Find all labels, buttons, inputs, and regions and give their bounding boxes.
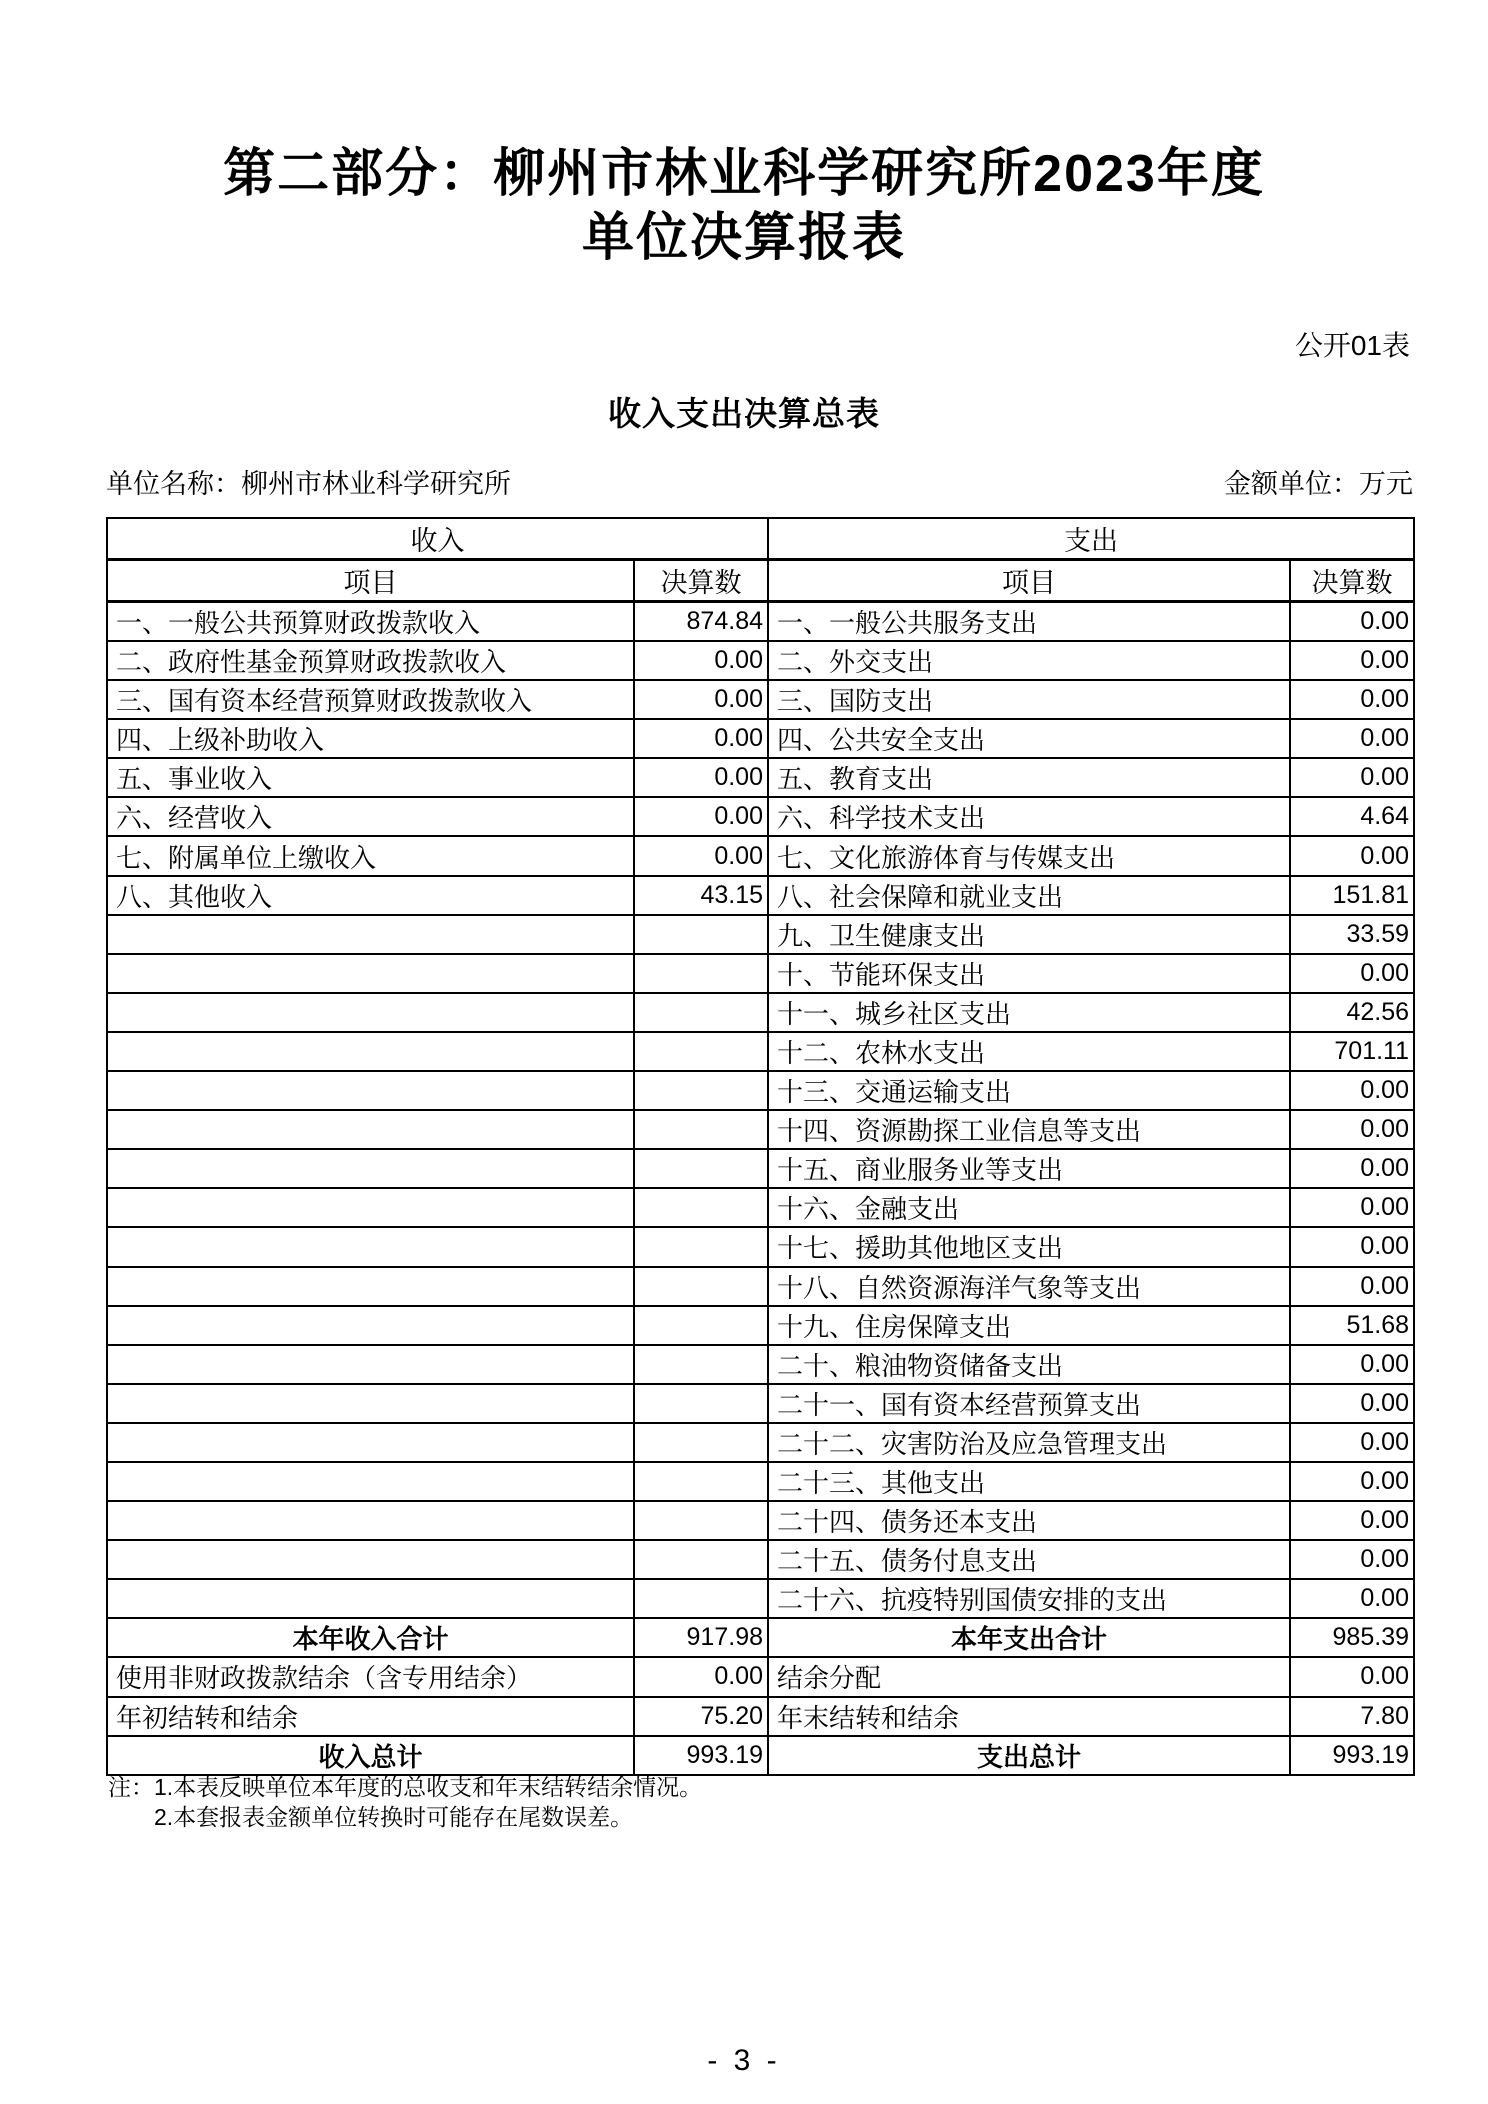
expense-amount-cell: 0.00 <box>1290 1657 1414 1696</box>
expense-amount-cell: 33.59 <box>1290 915 1414 954</box>
page-number: - 3 - <box>707 2044 781 2077</box>
income-item-cell <box>107 1267 634 1306</box>
table-row <box>107 915 1414 954</box>
section-header-row <box>107 518 1414 560</box>
table-title: 收入支出决算总表 <box>608 395 880 432</box>
expense-item-cell: 支出总计 <box>768 1736 1290 1775</box>
income-amount-cell: 43.15 <box>634 876 768 915</box>
table-row <box>107 1501 1414 1540</box>
table-row <box>107 641 1414 680</box>
expense-item-cell: 四、公共安全支出 <box>768 719 1290 758</box>
table-row <box>107 1657 1414 1696</box>
income-item-cell: 八、其他收入 <box>107 876 634 915</box>
income-item-cell <box>107 1540 634 1579</box>
expense-amount-cell: 0.00 <box>1290 1188 1414 1227</box>
table-row <box>107 993 1414 1032</box>
income-item-cell <box>107 993 634 1032</box>
expense-amount-cell: 0.00 <box>1290 954 1414 993</box>
expense-amount-cell: 151.81 <box>1290 876 1414 915</box>
expense-amount-cell: 51.68 <box>1290 1306 1414 1345</box>
expense-item-cell: 十七、援助其他地区支出 <box>768 1227 1290 1266</box>
expense-amount-cell: 985.39 <box>1290 1618 1414 1657</box>
expense-amount-cell: 0.00 <box>1290 1423 1414 1462</box>
table-row <box>107 1032 1414 1071</box>
income-amount-cell <box>634 1579 768 1618</box>
table-row <box>107 1345 1414 1384</box>
table-row <box>107 1306 1414 1345</box>
expense-item-cell: 二十三、其他支出 <box>768 1462 1290 1501</box>
expense-item-cell: 结余分配 <box>768 1657 1290 1696</box>
expense-item-cell: 十五、商业服务业等支出 <box>768 1149 1290 1188</box>
expense-item-cell: 十三、交通运输支出 <box>768 1071 1290 1110</box>
expense-amount-cell: 0.00 <box>1290 1110 1414 1149</box>
expense-item-cell: 十八、自然资源海洋气象等支出 <box>768 1267 1290 1306</box>
expense-item-cell: 七、文化旅游体育与传媒支出 <box>768 836 1290 875</box>
expense-amount-cell: 0.00 <box>1290 1267 1414 1306</box>
expense-amount-cell: 7.80 <box>1290 1697 1414 1736</box>
income-amount-cell: 993.19 <box>634 1736 768 1775</box>
income-amount-cell <box>634 1462 768 1501</box>
expense-amount-cell: 0.00 <box>1290 680 1414 719</box>
expense-item-cell: 二十五、债务付息支出 <box>768 1540 1290 1579</box>
income-item-cell <box>107 1384 634 1423</box>
table-row <box>107 1110 1414 1149</box>
income-amount-cell: 0.00 <box>634 719 768 758</box>
expense-item-cell: 八、社会保障和就业支出 <box>768 876 1290 915</box>
expense-item-cell: 二十一、国有资本经营预算支出 <box>768 1384 1290 1423</box>
income-item-cell <box>107 1149 634 1188</box>
income-item-cell <box>107 1188 634 1227</box>
expense-item-cell: 年末结转和结余 <box>768 1697 1290 1736</box>
income-item-cell <box>107 1579 634 1618</box>
expense-item-cell: 三、国防支出 <box>768 680 1290 719</box>
expense-amount-cell: 0.00 <box>1290 1462 1414 1501</box>
expense-amount-cell: 701.11 <box>1290 1032 1414 1071</box>
table-row <box>107 836 1414 875</box>
table-row <box>107 719 1414 758</box>
table-row <box>107 797 1414 836</box>
income-amount-cell <box>634 1384 768 1423</box>
income-item-cell: 七、附属单位上缴收入 <box>107 836 634 875</box>
note-line-2: 2.本套报表金额单位转换时可能存在尾数误差。 <box>154 1804 634 1830</box>
expense-item-cell: 二十二、灾害防治及应急管理支出 <box>768 1423 1290 1462</box>
income-item-cell: 三、国有资本经营预算财政拨款收入 <box>107 680 634 719</box>
income-amount-cell <box>634 1227 768 1266</box>
table-meta-row <box>106 462 1413 501</box>
table-row <box>107 680 1414 719</box>
expense-item-cell: 十、节能环保支出 <box>768 954 1290 993</box>
document-title-line2: 单位决算报表 <box>581 209 906 267</box>
expense-amount-cell: 0.00 <box>1290 1227 1414 1266</box>
expense-amount-cell: 0.00 <box>1290 719 1414 758</box>
income-amount-cell: 0.00 <box>634 758 768 797</box>
unit-name-label: 单位名称：柳州市林业科学研究所 <box>106 469 511 499</box>
income-amount-cell <box>634 1501 768 1540</box>
table-row <box>107 1697 1414 1736</box>
form-code-label: 公开01表 <box>1294 330 1410 361</box>
document-title <box>0 142 1488 270</box>
income-item-cell <box>107 954 634 993</box>
income-item-cell <box>107 915 634 954</box>
expense-section-header: 支出 <box>768 518 1414 560</box>
expense-item-cell: 十一、城乡社区支出 <box>768 993 1290 1032</box>
table-row <box>107 1384 1414 1423</box>
table-row <box>107 1071 1414 1110</box>
expense-amount-cell: 0.00 <box>1290 758 1414 797</box>
expense-amount-cell: 0.00 <box>1290 1071 1414 1110</box>
income-amount-cell <box>634 954 768 993</box>
income-amount-cell <box>634 1110 768 1149</box>
table-notes <box>108 1772 702 1832</box>
expense-amount-cell: 0.00 <box>1290 1540 1414 1579</box>
expense-amount-cell: 0.00 <box>1290 641 1414 680</box>
income-item-cell <box>107 1423 634 1462</box>
expense-item-cell: 一、一般公共服务支出 <box>768 602 1290 642</box>
income-amount-cell: 0.00 <box>634 641 768 680</box>
income-amount-cell: 874.84 <box>634 602 768 642</box>
income-amount-cell <box>634 1306 768 1345</box>
note-line-1: 注：1.本表反映单位本年度的总收支和年末结转结余情况。 <box>108 1774 703 1800</box>
table-row <box>107 1227 1414 1266</box>
income-item-cell <box>107 1501 634 1540</box>
amount-unit-label: 金额单位：万元 <box>1224 469 1413 499</box>
income-item-cell: 使用非财政拨款结余（含专用结余） <box>107 1657 634 1696</box>
expense-item-cell: 十二、农林水支出 <box>768 1032 1290 1071</box>
income-amount-cell: 917.98 <box>634 1618 768 1657</box>
income-amount-cell <box>634 1423 768 1462</box>
income-item-cell: 本年收入合计 <box>107 1618 634 1657</box>
expense-amount-cell: 0.00 <box>1290 836 1414 875</box>
income-amount-cell: 0.00 <box>634 680 768 719</box>
document-title-line1: 第二部分：柳州市林业科学研究所2023年度 <box>223 145 1265 203</box>
expense-amount-cell: 0.00 <box>1290 602 1414 642</box>
income-amount-cell <box>634 1345 768 1384</box>
expense-item-cell: 六、科学技术支出 <box>768 797 1290 836</box>
expense-item-cell: 十四、资源勘探工业信息等支出 <box>768 1110 1290 1149</box>
income-item-cell: 年初结转和结余 <box>107 1697 634 1736</box>
income-amount-cell <box>634 915 768 954</box>
table-row <box>107 602 1414 642</box>
income-expense-summary-table <box>106 517 1415 1776</box>
expense-amount-cell: 0.00 <box>1290 1384 1414 1423</box>
expense-amount-cell: 993.19 <box>1290 1736 1414 1775</box>
table-row <box>107 876 1414 915</box>
table-row <box>107 1149 1414 1188</box>
income-item-cell <box>107 1110 634 1149</box>
income-item-cell: 收入总计 <box>107 1736 634 1775</box>
expense-amount-cell: 0.00 <box>1290 1501 1414 1540</box>
income-item-column-header: 项目 <box>107 560 634 602</box>
income-item-cell <box>107 1306 634 1345</box>
table-row <box>107 1579 1414 1618</box>
table-row <box>107 1267 1414 1306</box>
expense-item-column-header: 项目 <box>768 560 1290 602</box>
income-amount-cell <box>634 1032 768 1071</box>
income-amount-cell <box>634 1149 768 1188</box>
expense-item-cell: 本年支出合计 <box>768 1618 1290 1657</box>
income-item-cell: 六、经营收入 <box>107 797 634 836</box>
income-amount-cell: 0.00 <box>634 797 768 836</box>
expense-item-cell: 十六、金融支出 <box>768 1188 1290 1227</box>
income-amount-cell <box>634 1540 768 1579</box>
table-row <box>107 1540 1414 1579</box>
income-amount-cell <box>634 1071 768 1110</box>
expense-amount-cell: 0.00 <box>1290 1345 1414 1384</box>
income-amount-cell <box>634 1267 768 1306</box>
expense-amount-column-header: 决算数 <box>1290 560 1414 602</box>
table-row <box>107 1423 1414 1462</box>
table-row <box>107 1188 1414 1227</box>
income-amount-cell: 75.20 <box>634 1697 768 1736</box>
expense-amount-cell: 4.64 <box>1290 797 1414 836</box>
expense-item-cell: 二十、粮油物资储备支出 <box>768 1345 1290 1384</box>
expense-item-cell: 五、教育支出 <box>768 758 1290 797</box>
table-row <box>107 1736 1414 1775</box>
income-amount-cell <box>634 993 768 1032</box>
table-row <box>107 1618 1414 1657</box>
income-amount-column-header: 决算数 <box>634 560 768 602</box>
income-item-cell: 二、政府性基金预算财政拨款收入 <box>107 641 634 680</box>
expense-amount-cell: 0.00 <box>1290 1149 1414 1188</box>
income-section-header: 收入 <box>107 518 768 560</box>
income-item-cell: 五、事业收入 <box>107 758 634 797</box>
expense-item-cell: 二十四、债务还本支出 <box>768 1501 1290 1540</box>
table-row <box>107 1462 1414 1501</box>
expense-amount-cell: 0.00 <box>1290 1579 1414 1618</box>
table-row <box>107 758 1414 797</box>
expense-amount-cell: 42.56 <box>1290 993 1414 1032</box>
income-amount-cell: 0.00 <box>634 1657 768 1696</box>
income-item-cell: 一、一般公共预算财政拨款收入 <box>107 602 634 642</box>
expense-item-cell: 二、外交支出 <box>768 641 1290 680</box>
expense-item-cell: 二十六、抗疫特别国债安排的支出 <box>768 1579 1290 1618</box>
income-item-cell <box>107 1032 634 1071</box>
income-item-cell <box>107 1462 634 1501</box>
income-amount-cell <box>634 1188 768 1227</box>
expense-item-cell: 十九、住房保障支出 <box>768 1306 1290 1345</box>
income-amount-cell: 0.00 <box>634 836 768 875</box>
column-header-row <box>107 560 1414 602</box>
expense-item-cell: 九、卫生健康支出 <box>768 915 1290 954</box>
income-item-cell: 四、上级补助收入 <box>107 719 634 758</box>
table-row <box>107 954 1414 993</box>
income-item-cell <box>107 1345 634 1384</box>
income-item-cell <box>107 1071 634 1110</box>
income-item-cell <box>107 1227 634 1266</box>
